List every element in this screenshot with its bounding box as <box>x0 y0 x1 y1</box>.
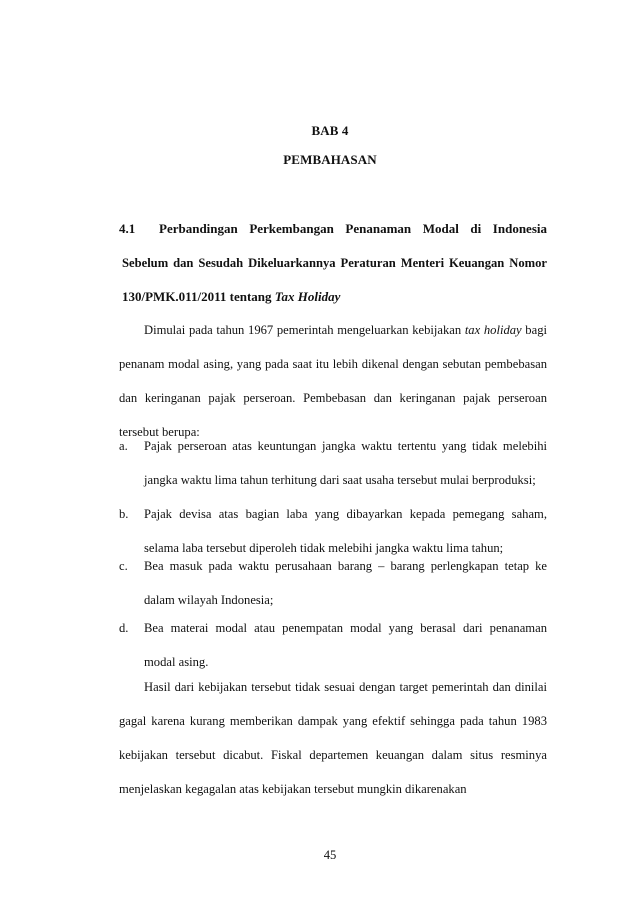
section-heading <box>119 220 547 306</box>
paragraph-line: dan keringanan pajak perseroan. Pembebasan dan keringanan pajak perseroan <box>119 391 547 405</box>
section-title-line2: Sebelum dan Sesudah Dikeluarkannya Peraturan Menteri Keuangan Nomor <box>122 256 547 270</box>
page-number: 45 <box>323 848 337 862</box>
paragraph-line: gagal karena kurang memberikan dampak yang efektif sehingga pada tahun 1983 <box>119 714 547 728</box>
list-item-line: Bea materai modal atau penempatan modal yang berasal dari penanaman <box>144 621 547 635</box>
section-title-line3 <box>119 288 547 306</box>
list-item-line: jangka waktu lima tahun terhitung dari saat usaha tersebut mulai berproduksi; <box>144 473 536 487</box>
paragraph-text: Dimulai pada tahun 1967 pemerintah mengeluarkan kebijakan <box>144 323 465 337</box>
section-title-italic: Tax Holiday <box>274 289 341 304</box>
section-number: 4.1 <box>119 221 136 236</box>
paragraph-line: penanam modal asing, yang pada saat itu lebih dikenal dengan sebutan pembebasan <box>119 357 547 371</box>
list-item <box>119 557 547 609</box>
list-item <box>119 505 547 557</box>
list-marker: a. <box>119 439 128 453</box>
list-item-line: Pajak devisa atas bagian laba yang dibayarkan kepada pemegang saham, <box>144 507 547 521</box>
paragraph-line: Hasil dari kebijakan tersebut tidak sesuai dengan target pemerintah dan dinilai <box>144 680 547 694</box>
chapter-number: BAB 4 <box>311 123 349 138</box>
list-marker: b. <box>119 507 129 521</box>
section-title-line3-text: 130/PMK.011/2011 tentang <box>122 289 275 304</box>
paragraph-italic-term: tax holiday <box>464 323 522 337</box>
paragraph-line <box>119 321 547 339</box>
list-item <box>119 437 547 489</box>
paragraph-line: tersebut berupa: <box>119 425 200 439</box>
list-item-line: selama laba tersebut diperoleh tidak melebihi jangka waktu lima tahun; <box>144 541 504 555</box>
paragraph-text: bagi <box>521 323 547 337</box>
section-title-line1: Perbandingan Perkembangan Penanaman Modal di Indonesia <box>159 221 547 236</box>
section-heading-line1 <box>119 220 547 238</box>
list-item <box>119 619 547 671</box>
list-item-line: modal asing. <box>144 655 209 669</box>
list-item-line: Pajak perseroan atas keuntungan jangka waktu tertentu yang tidak melebihi <box>144 439 547 453</box>
paragraph-intro <box>119 321 547 441</box>
paragraph-line: kebijakan tersebut dicabut. Fiskal departemen keuangan dalam situs resminya <box>119 748 547 762</box>
chapter-title: PEMBAHASAN <box>283 152 377 167</box>
paragraph-conclusion <box>119 678 547 798</box>
list-marker: d. <box>119 621 129 635</box>
list-item-line: dalam wilayah Indonesia; <box>144 593 274 607</box>
list-item-line: Bea masuk pada waktu perusahaan barang – barang perlengkapan tetap ke <box>144 559 547 573</box>
list-marker: c. <box>119 559 128 573</box>
paragraph-line: menjelaskan kegagalan atas kebijakan tersebut mungkin dikarenakan <box>119 782 467 796</box>
